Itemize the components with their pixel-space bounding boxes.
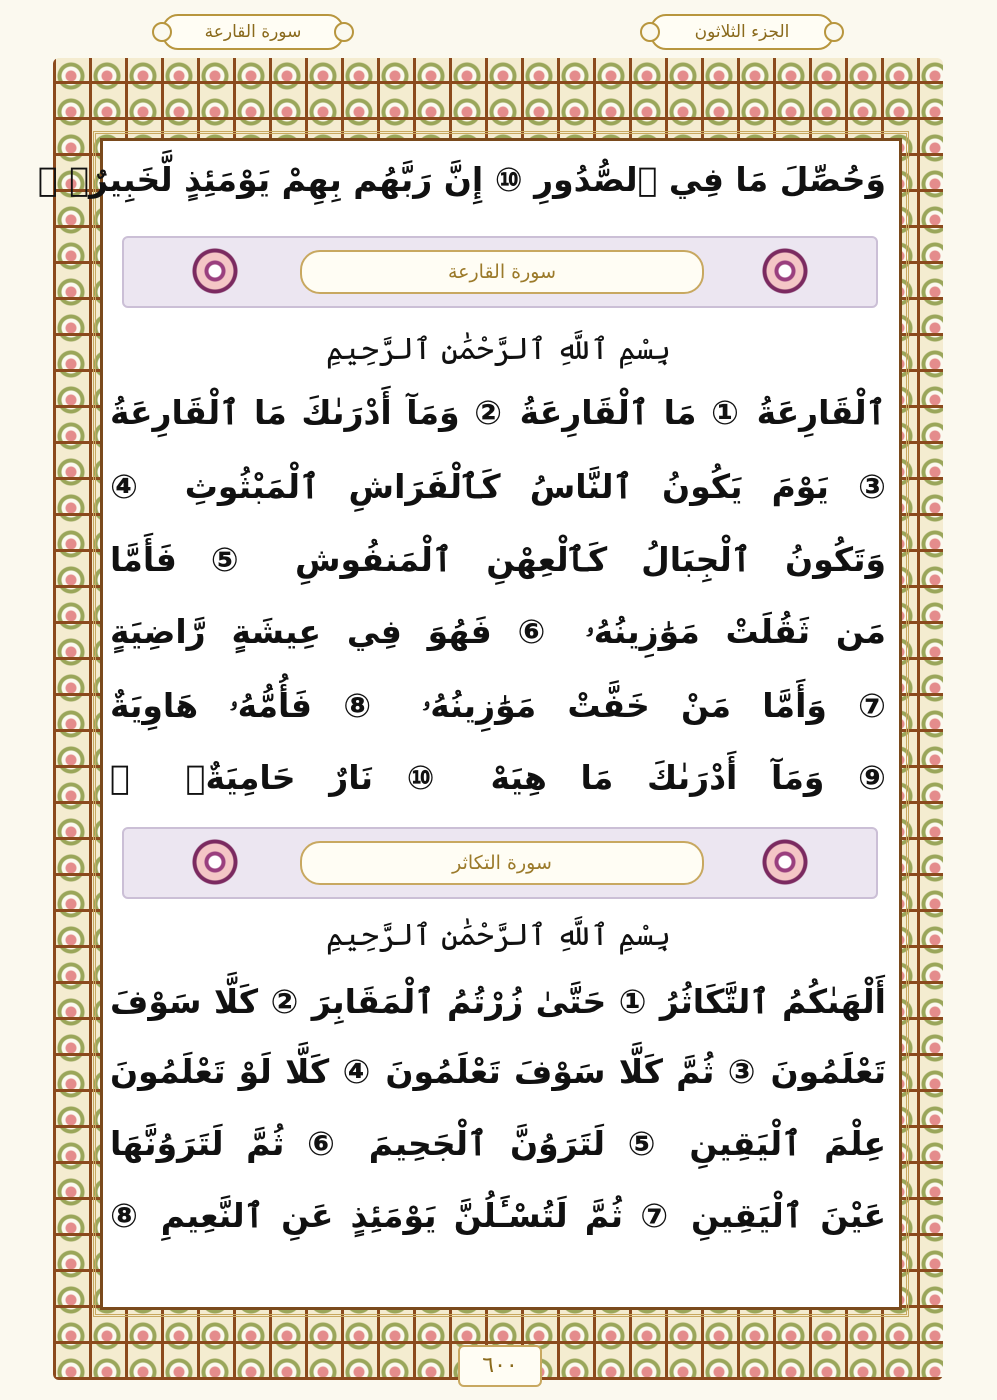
- banner-ornament-icon: [170, 246, 260, 296]
- juz-text: الجزء الثلاثون: [694, 22, 790, 42]
- verse-line-4: وَتَكُونُ ٱلْجِبَالُ كَٱلْعِهْنِ ٱلْمَنفُوشِ ⑤ فَأَمَّا: [110, 540, 886, 579]
- verse-line-11: عَيْنَ ٱلْيَقِينِ ⑦ ثُمَّ لَتُسْـَٔلُنَّ يَوْمَئِذٍ عَنِ ٱلنَّعِيمِ ⑧: [110, 1196, 886, 1235]
- verse-line-3: ③ يَوْمَ يَكُونُ ٱلنَّاسُ كَٱلْفَرَاشِ ٱلْمَبْثُوثِ ④: [110, 467, 886, 506]
- verse-line-9: تَعْلَمُونَ ③ ثُمَّ كَلَّا سَوْفَ تَعْلَمُونَ ④ كَلَّا لَوْ تَعْلَمُونَ: [110, 1052, 886, 1091]
- surah-banner-takathur: [122, 827, 878, 899]
- page-number: ٦٠٠: [458, 1345, 542, 1387]
- banner-ornament-icon: [740, 246, 830, 296]
- verse-line-6: ⑦ وَأَمَّا مَنْ خَفَّتْ مَوَٰزِينُهُۥ ⑧ فَأُمُّهُۥ هَاوِيَةٌ: [110, 686, 886, 725]
- verse-line-7: ⑨ وَمَآ أَدْرَىٰكَ مَا هِيَهْ ⑩ نَارٌ حَامِيَةٌۢ ⑪: [110, 758, 886, 797]
- verse-line-10: عِلْمَ ٱلْيَقِينِ ⑤ لَتَرَوُنَّ ٱلْجَحِيمَ ⑥ ثُمَّ لَتَرَوُنَّهَا: [110, 1124, 886, 1163]
- verse-line-5: مَن ثَقُلَتْ مَوَٰزِينُهُۥ ⑥ فَهُوَ فِي عِيشَةٍ رَّاضِيَةٍ: [110, 612, 886, 651]
- verse-line-8: أَلْهَىٰكُمُ ٱلتَّكَاثُرُ ① حَتَّىٰ زُرْتُمُ ٱلْمَقَابِرَ ② كَلَّا سَوْفَ: [110, 982, 886, 1021]
- juz-label: [650, 14, 834, 50]
- surah-title: سورة القارعة: [300, 250, 704, 294]
- surah-banner-qariah: [122, 236, 878, 308]
- banner-ornament-icon: [170, 837, 260, 887]
- surah-name-label: [162, 14, 344, 50]
- surah-title: سورة التكاثر: [300, 841, 704, 885]
- bismillah: بِسْمِ ٱللَّهِ ٱلرَّحْمَٰنِ ٱلرَّحِيمِ: [325, 918, 671, 953]
- bismillah: بِسْمِ ٱللَّهِ ٱلرَّحْمَٰنِ ٱلرَّحِيمِ: [325, 332, 671, 367]
- verse-line-1: وَحُصِّلَ مَا فِي ٱلصُّدُورِ ⑩ إِنَّ رَبَّهُم بِهِمْ يَوْمَئِذٍ لَّخَبِيرٌۢ ⑪: [37, 160, 886, 199]
- banner-ornament-icon: [740, 837, 830, 887]
- surah-name-text: سورة القارعة: [204, 22, 302, 42]
- verse-line-2: ٱلْقَارِعَةُ ① مَا ٱلْقَارِعَةُ ② وَمَآ أَدْرَىٰكَ مَا ٱلْقَارِعَةُ: [110, 393, 886, 432]
